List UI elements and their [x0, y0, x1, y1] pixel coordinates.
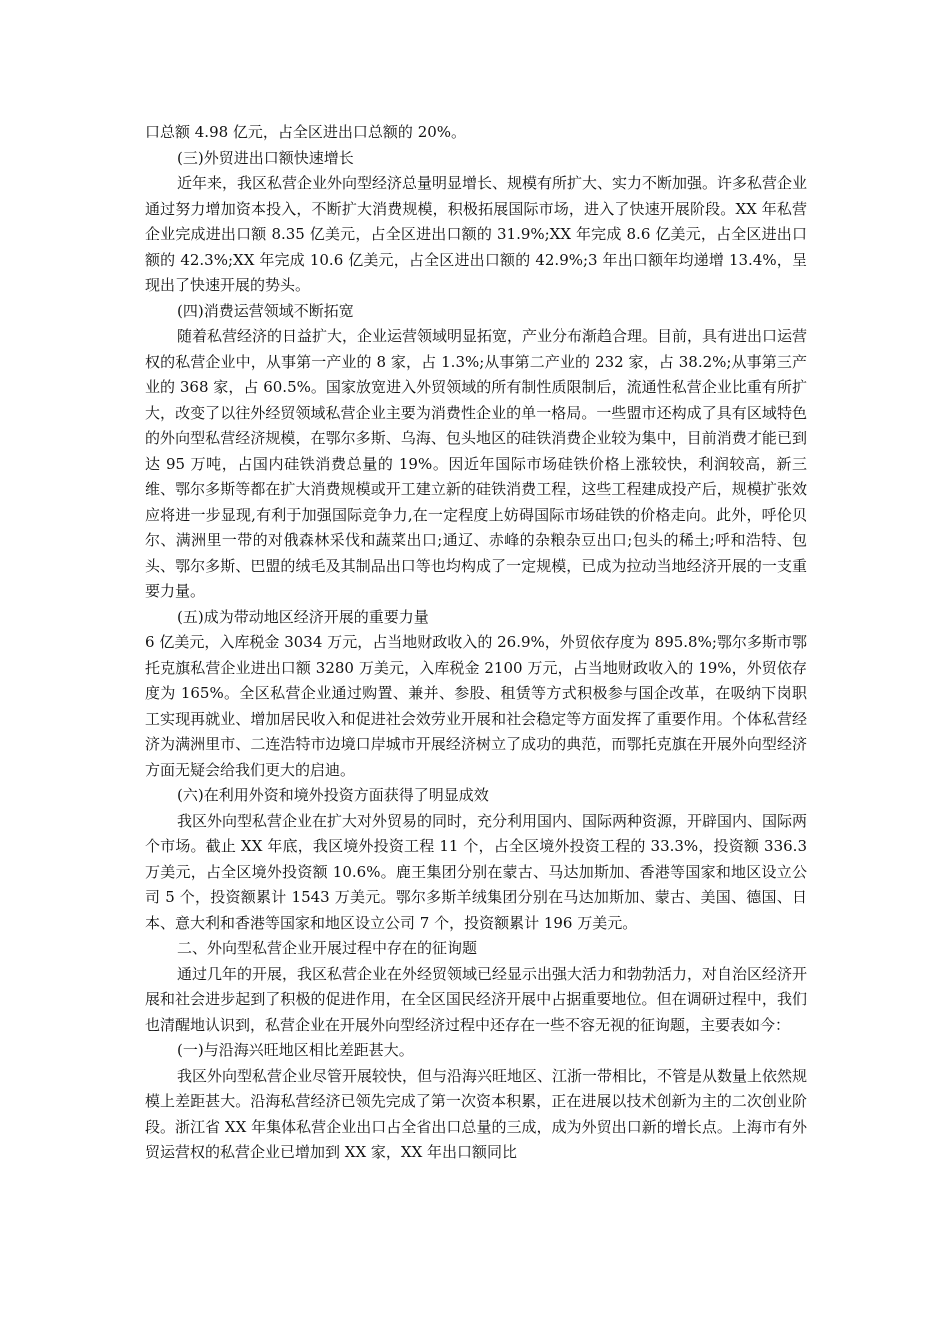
document-body	[145, 120, 807, 1166]
paragraph-2: 近年来，我区私营企业外向型经济总量明显增长、规模有所扩大、实力不断加强。许多私营企业通过努力增加资本投入，不断扩大消费规模，积极拓展国际市场，进入了快速开展阶段。XX 年私营企业完成进出口额 8.35 亿美元，占全区进出口额的 31.9%;XX 年完成 8.6 亿美元，占全区进出口额的 42.3%;XX 年完成 10.6 亿美元，占全区进出口额的 42.9%;3 年出口额年均递增 13.4%，呈现出了快速开展的势头。	[145, 174, 808, 294]
paragraph-1: 口总额 4.98 亿元，占全区进出口总额的 20%。	[145, 123, 467, 141]
paragraph-7: 我区外向型私营企业尽管开展较快，但与沿海兴旺地区、江浙一带相比，不管是从数量上依然规模上差距甚大。沿海私营经济已领先完成了第一次资本积累，正在进展以技术创新为主的二次创业阶段。浙江省 XX 年集体私营企业出口占全省出口总量的三成，成为外贸出口新的增长点。上海市有外贸运营权的私营企业已增加到 XX 家，XX 年出口额同比	[145, 1066, 808, 1161]
section-heading-1: (一)与沿海兴旺地区相比差距甚大。	[177, 1041, 414, 1059]
section-heading-4: (四)消费运营领域不断拓宽	[177, 301, 354, 320]
section-heading-5: (五)成为带动地区经济开展的重要力量	[177, 607, 429, 626]
paragraph-3: 随着私营经济的日益扩大，企业运营领域明显拓宽，产业分布渐趋合理。目前，具有进出口运营权的私营企业中，从事第一产业的 8 家，占 1.3%;从事第二产业的 232 家，占 38.2%;从事第三产业的 368 家，占 60.5%。国家放宽进入外贸领域的所有制性质限制后，流通性私营企业比重有所扩大，改变了以往外经贸领域私营企业主要为消费性企业的单一格局。一些盟市还构成了具有区域特色的外向型私营经济规模，在鄂尔多斯、乌海、包头地区的硅铁消费企业较为集中，目前消费才能已到达 95 万吨，占国内硅铁消费总量的 19%。因近年国际市场硅铁价格上涨较快，利润较高，新三维、鄂尔多斯等都在扩大消费规模或开工建立新的硅铁消费工程，这些工程建成投产后，规模扩张效应将进一步显现,有利于加强国际竞争力,在一定程度上妨碍国际市场硅铁的价格走向。此外，呼伦贝尔、满洲里一带的对俄森林采伐和蔬菜出口;通辽、赤峰的杂粮杂豆出口;包头的稀土;呼和浩特、包头、鄂尔多斯、巴盟的绒毛及其制品出口等也均构成了一定规模，已成为拉动当地经济开展的一支重要力量。	[145, 327, 808, 600]
section-heading-3: (三)外贸进出口额快速增长	[177, 148, 354, 167]
chapter-heading-2: 二、外向型私营企业开展过程中存在的征询题	[177, 939, 478, 957]
paragraph-4: 6 亿美元，入库税金 3034 万元，占当地财政收入的 26.9%，外贸依存度为 895.8%;鄂尔多斯市鄂托克旗私营企业进出口额 3280 万美元，入库税金 2100 万元，占当地财政收入的 19%，外贸依存度为 165%。全区私营企业通过购置、兼并、参股、租赁等方式积极参与国企改革，在吸纳下岗职工实现再就业、增加居民收入和促进社会效劳业开展和社会稳定等方面发挥了重要作用。个体私营经济为满洲里市、二连浩特市边境口岸城市开展经济树立了成功的典范，而鄂托克旗在开展外向型经济方面无疑会给我们更大的启迪。	[145, 633, 807, 779]
paragraph-6: 通过几年的开展，我区私营企业在外经贸领域已经显示出强大活力和勃勃活力，对自治区经济开展和社会进步起到了积极的促进作用，在全区国民经济开展中占据重要地位。但在调研过程中，我们也清醒地认识到，私营企业在开展外向型经济过程中还存在一些不容无视的征询题，主要表如今：	[145, 964, 808, 1034]
section-heading-6: (六)在利用外资和境外投资方面获得了明显成效	[177, 786, 489, 804]
paragraph-5: 我区外向型私营企业在扩大对外贸易的同时，充分利用国内、国际两种资源，开辟国内、国际两个市场。截止 XX 年底，我区境外投资工程 11 个，占全区境外投资工程的 33.3%，投资额 336.3 万美元，占全区境外投资额 10.6%。鹿王集团分别在蒙古、马达加斯加、香港等国家和地区设立公司 5 个，投资额累计 1543 万美元。鄂尔多斯羊绒集团分别在马达加斯加、蒙古、美国、德国、日本、意大利和香港等国家和地区设立公司 7 个，投资额累计 196 万美元。	[145, 811, 808, 932]
